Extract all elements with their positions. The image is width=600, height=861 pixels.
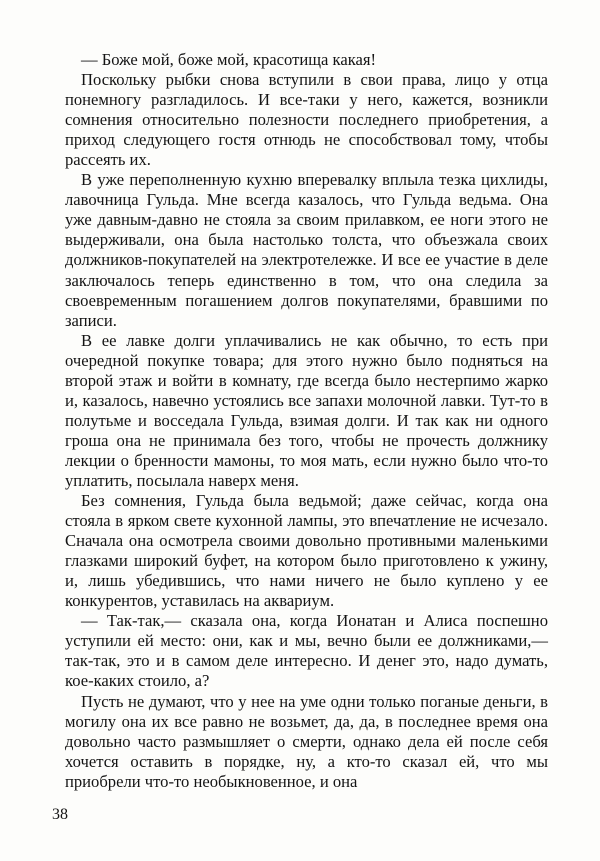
paragraph-gulda-witch: Без сомнения, Гульда была ведьмой; даже сейчас, когда она стояла в ярком свете кухонной лампы, это впечатление не исчезало. Сначала она осмотрела своими довольно противными маленькими глазками широкий буфет, на котором было приготовлено к ужину, и, лишь убедившись, что нами ничего не было куплено у ее конкурентов, уставилась на аквариум. <box>65 491 548 611</box>
paragraph-debts-shop: В ее лавке долги уплачивались не как обычно, то есть при очередной покупке товара; для этого нужно было подняться на второй этаж и войти в комнату, где всегда было нестерпимо жарко и, казалось, навечно устоялись все запахи молочной лавки. Тут-то в полутьме и восседала Гульда, взимая долги. И так как ни одного гроша она не принимала без того, чтобы не прочесть должнику лекции о бренности мамоны, то моя мать, если нужно было что-то уплатить, посылала наверх меня. <box>65 330 548 490</box>
paragraph-gulda-arrives: В уже переполненную кухню вперевалку вплыла тезка цихлиды, лавочница Гульда. Мне всегда казалось, что Гульда ведьма. Она уже давным-давно не стояла за своим прилавком, ее ноги этого не выдерживали, она была настолько толста, что объезжала своих должников-покупателей на электротележке. И все ее участие в деле заключалось теперь единственно в том, что она следила за своевременным погашением долгов покупателями, бравшими по записи. <box>65 170 548 330</box>
page-number: 38 <box>52 806 68 823</box>
paragraph-gulda-thoughts: Пусть не думают, что у нее на уме одни только поганые деньги, в могилу она их все равно не возьмет, да, да, в последнее время она довольно часто размышляет о смерти, однако дела ей после себя хочется оставить в порядке, ну, а кто-то сказал ей, что мы приобрели что-то необыкновенное, и она <box>65 691 548 791</box>
paragraph-gulda-speech: — Так-так,— сказала она, когда Ионатан и Алиса поспешно уступили ей место: они, как и мы, вечно были ее должниками,— так-так, это и в самом деле интересно. И денег это, надо думать, кое-каких стоило, а? <box>65 611 548 691</box>
paragraph-exclamation: — Боже мой, боже мой, красотища какая! <box>81 50 377 69</box>
body-text <box>65 50 548 792</box>
paragraph-father-doubts: Поскольку рыбки снова вступили в свои права, лицо у отца понемногу разгладилось. И все-таки у него, кажется, возникли сомнения относительно полезности последнего приобретения, а приход следующего гостя отнюдь не способствовал тому, чтобы рассеять их. <box>65 70 548 170</box>
